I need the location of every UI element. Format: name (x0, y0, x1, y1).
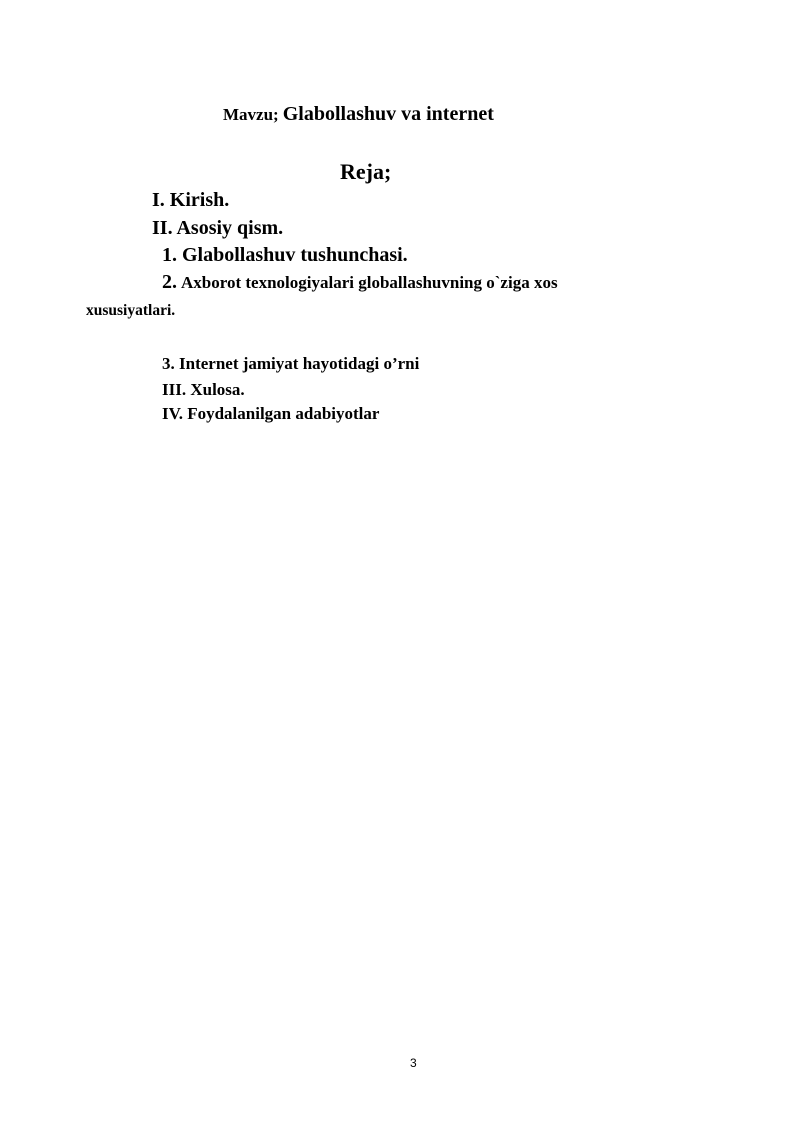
title-prefix: Mavzu; (223, 105, 279, 124)
plan-item-text: Axborot texnologiyalari globallashuvning o`ziga xos (181, 273, 558, 292)
plan-item-internet-role: 3. Internet jamiyat hayotidagi o’rni (162, 354, 420, 373)
plan-item-introduction: I. Kirish. (152, 189, 230, 211)
plan-item-globalization-concept: 1. Glabollashuv tushunchasi. (162, 244, 408, 266)
plan-item-main-part: II. Asosiy qism. (152, 217, 284, 239)
plan-item-it-globalization (162, 272, 558, 292)
plan-item-conclusion: III. Xulosa. (162, 380, 245, 399)
plan-heading: Reja; (340, 159, 392, 184)
title-text: Glabollashuv va internet (282, 103, 494, 125)
plan-item-references: IV. Foydalanilgan adabiyotlar (162, 404, 380, 423)
page-number: 3 (410, 1056, 417, 1070)
document-title (223, 104, 494, 124)
plan-item-it-globalization-continued: xususiyatlari. (86, 302, 176, 319)
plan-item-number: 2. (162, 271, 177, 293)
